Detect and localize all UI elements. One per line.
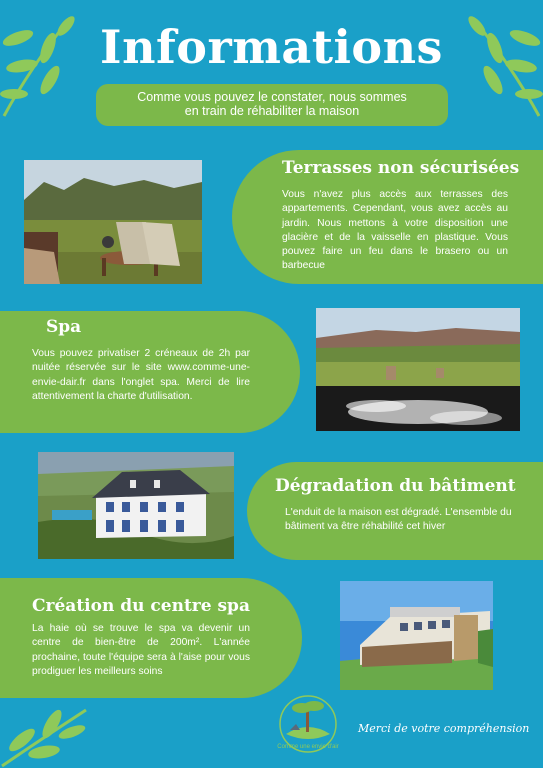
section-degradation-title: Dégradation du bâtiment [275, 476, 516, 496]
logo-text: Comme une envie d'air [277, 744, 339, 750]
page-title: Informations [100, 20, 443, 74]
section-degradation-text: L'enduit de la maison est dégradé. L'ensemble du bâtiment va être réhabilité cet hiver [285, 507, 512, 533]
photo-garden-terrace [24, 160, 202, 284]
section-spa-title: Spa [46, 317, 82, 337]
section-terrasses-title: Terrasses non sécurisées [282, 158, 520, 178]
section-centre-spa-title: Création du centre spa [32, 596, 250, 616]
section-spa [0, 311, 300, 433]
section-centre-spa-text: La haie où se trouve le spa va devenir un centre de bien-être de 200m². L'année prochaine, toute l'équipe sera à l'aise pour vous prodiguer les meilleurs soins [32, 623, 250, 677]
subtitle-line-2: en train de réhabiliter la maison [184, 104, 360, 118]
section-degradation [247, 462, 543, 560]
subtitle-banner [96, 84, 448, 126]
leaf-branch-icon-bottom-left [0, 690, 90, 768]
section-terrasses-text: Vous n'avez plus accès aux terrasses des appartements. Cependant, vous avez accès au jardin. Nous mettons à votre disposition une glacière et de la vaisselle en plastique. Vous pouvez faire un feu dans le brasero ou un barbecue [282, 189, 508, 272]
photo-spa-view [316, 308, 520, 431]
section-centre-spa [0, 578, 302, 698]
subtitle-line-1: Comme vous pouvez le constater, nous sommes [137, 90, 407, 104]
section-spa-text: Vous pouvez privatiser 2 créneaux de 2h par nuitée réservée sur le site www.comme-une-envie-dair.fr dans l'onglet spa. Merci de lire attentivement la charte d'utilisation. [32, 348, 250, 402]
thanks-message: Merci de votre compréhension [358, 722, 530, 735]
photo-spa-rendering [340, 581, 493, 690]
photo-house-building [38, 452, 234, 559]
section-terrasses [232, 150, 543, 284]
